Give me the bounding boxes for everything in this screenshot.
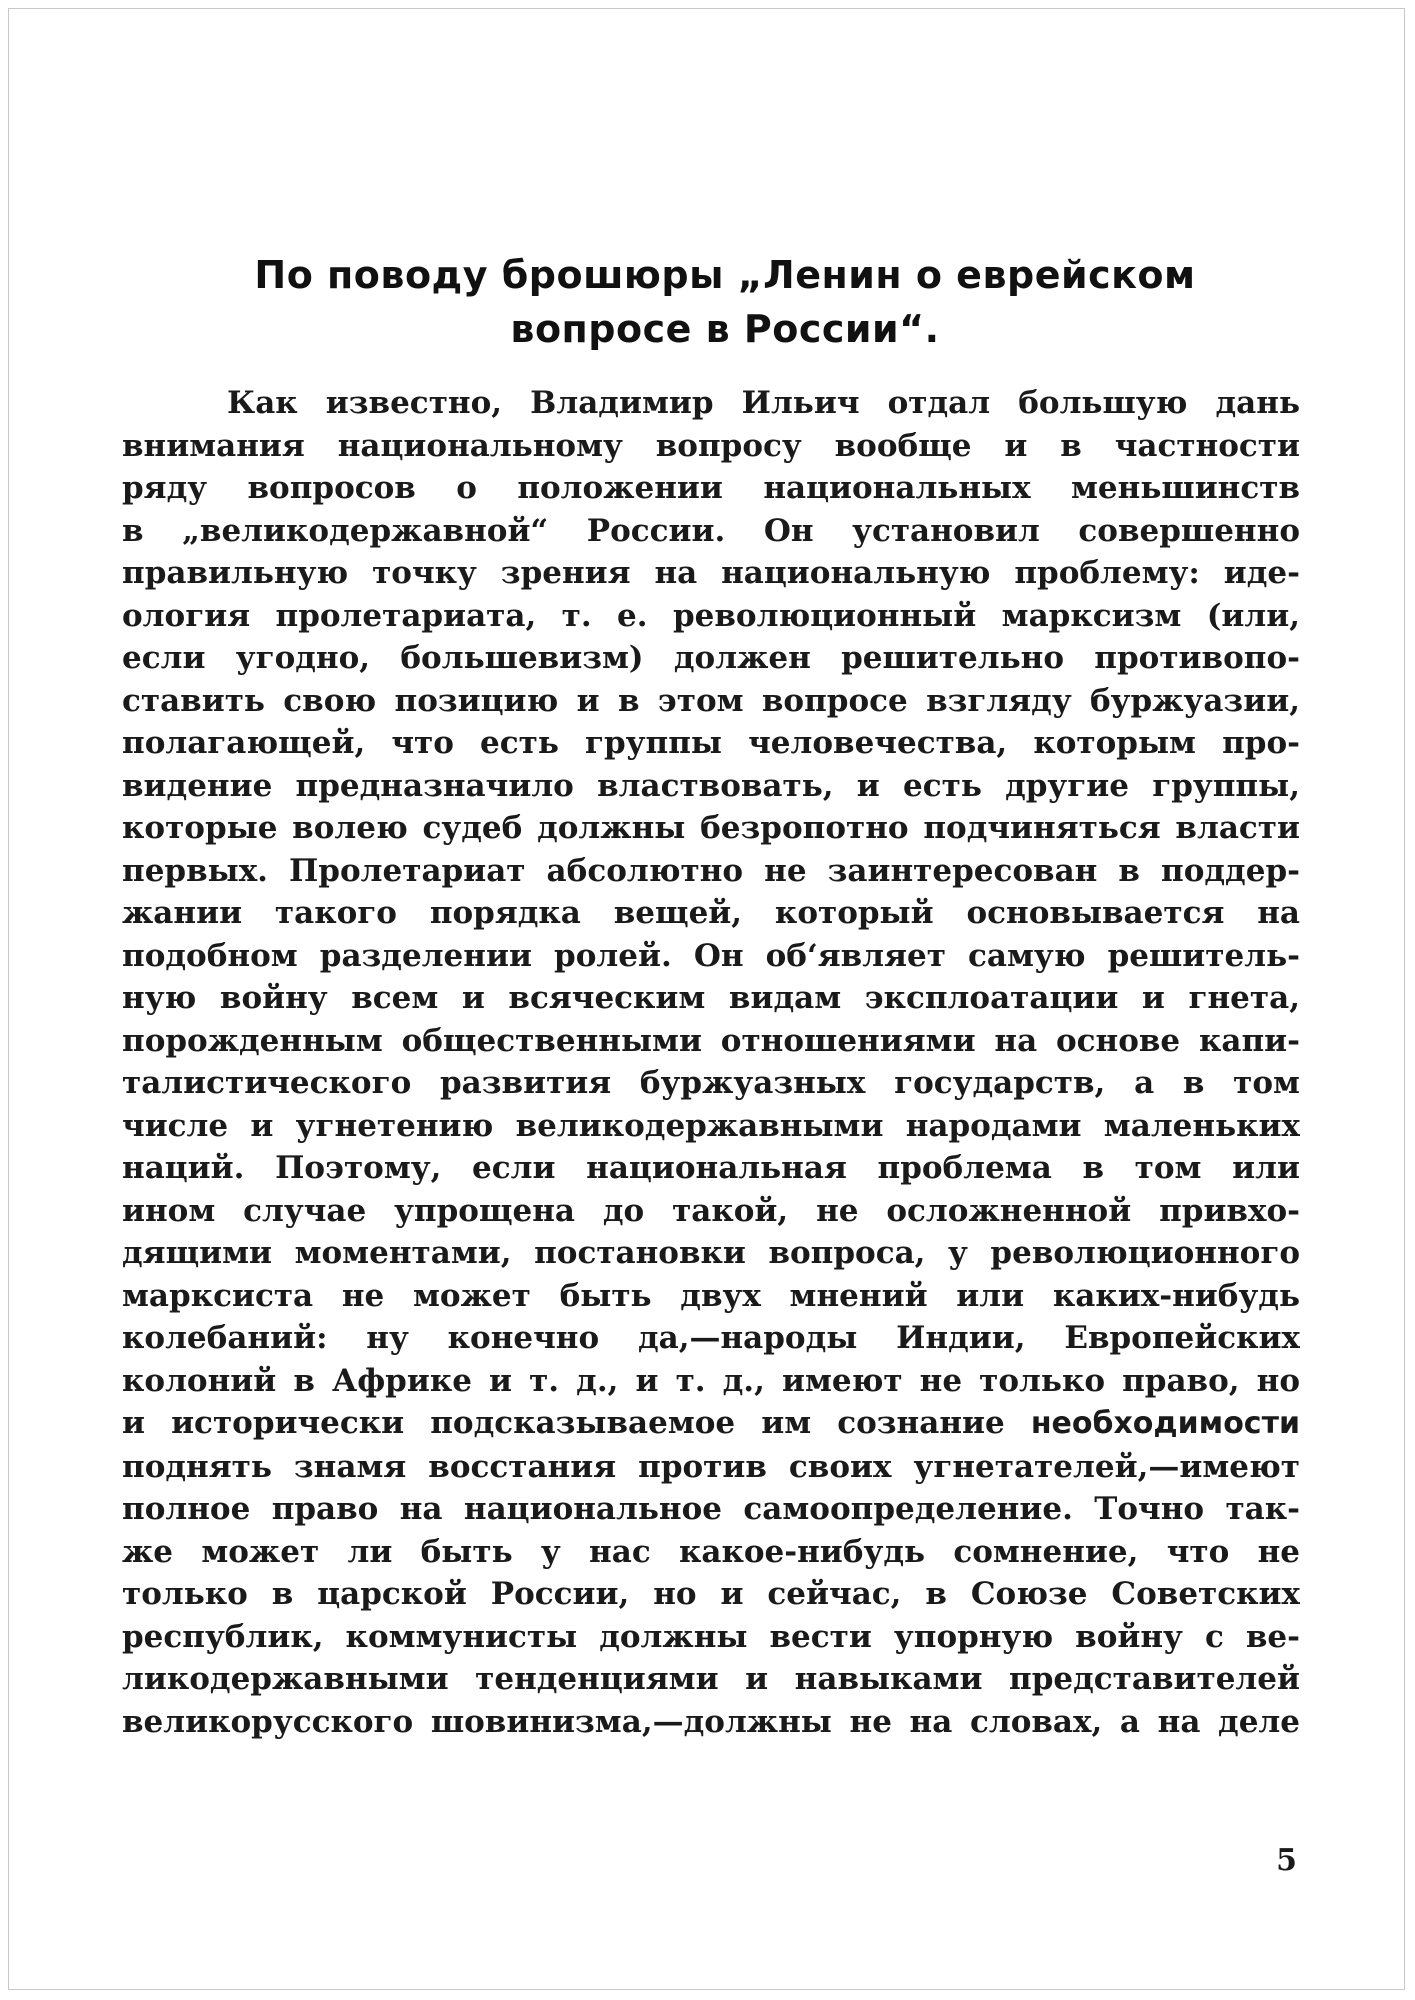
page-number: 5 — [1276, 1843, 1297, 1878]
body-line: порожденным общественными отношениями на основе капи- — [122, 1022, 1300, 1059]
body-line: которые волею судеб должны безропотно подчиняться власти — [122, 810, 1300, 846]
emphasized-word: необходимости — [1030, 1406, 1300, 1441]
body-line-emphasis — [122, 1402, 1300, 1446]
body-line: если угодно, большевизм) должен решительно противопо- — [122, 640, 1300, 676]
body-line: видение предназначило властвовать, и есть другие группы, — [122, 767, 1300, 804]
body-line: только в царской России, но и сейчас, в Союзе Советских — [122, 1576, 1300, 1612]
body-line: дящими моментами, постановки вопроса, у революционного — [122, 1235, 1300, 1271]
body-line: колоний в Африке и т. д., и т. д., имеют не только право, но — [122, 1362, 1300, 1399]
body-line: подобном разделении ролей. Он об‘являет самую решитель- — [122, 937, 1300, 974]
body-line: же может ли быть у нас какое-нибудь сомнение, что не — [122, 1533, 1300, 1570]
body-line: первых. Пролетариат абсолютно не заинтересован в поддер- — [122, 852, 1300, 889]
article-title — [150, 248, 1300, 356]
title-line-2: вопросе в России“. — [510, 307, 940, 351]
body-line: полное право на национальное самоопределение. Точно так- — [122, 1491, 1300, 1527]
title-line-1: По поводу брошюры „Ленин о еврейском — [254, 253, 1196, 297]
body-line: наций. Поэтому, если национальная проблема в том или — [122, 1150, 1300, 1186]
body-line: ную войну всем и всяческим видам эксплоатации и гнета, — [122, 980, 1300, 1016]
body-line-text: и исторически подсказываемое им сознание — [122, 1405, 1005, 1441]
body-line: ряду вопросов о положении национальных меньшинств — [122, 470, 1300, 506]
body-line: талистического развития буржуазных государств, а в том — [122, 1065, 1300, 1101]
body-line: великорусского шовинизма,—должны не на словах, а на деле — [122, 1703, 1300, 1740]
body-line: колебаний: ну конечно да,—народы Индии, Европейских — [122, 1320, 1300, 1356]
body-line: полагающей, что есть группы человечества, которым про- — [122, 725, 1300, 761]
body-line: Как известно, Владимир Ильич отдал большую дань — [227, 385, 1300, 421]
body-line: внимания национальному вопросу вообще и в частности — [122, 427, 1300, 464]
body-line: ликодержавными тенденциями и навыками представителей — [122, 1661, 1300, 1697]
body-line: правильную точку зрения на национальную проблему: иде- — [122, 555, 1300, 591]
body-line: ставить свою позицию и в этом вопросе взгляду буржуазии, — [122, 682, 1300, 719]
article-body — [122, 382, 1300, 1743]
body-line: ином случае упрощена до такой, не осложненной привхо- — [122, 1192, 1300, 1229]
body-line: числе и угнетению великодержавными народами маленьких — [122, 1107, 1300, 1144]
body-line: марксиста не может быть двух мнений или каких-нибудь — [122, 1277, 1300, 1314]
body-line: республик, коммунисты должны вести упорную войну с ве- — [122, 1618, 1300, 1655]
body-line: поднять знамя восстания против своих угнетателей,—имеют — [122, 1448, 1300, 1485]
body-line: в „великодержавной“ России. Он установил совершенно — [122, 512, 1300, 549]
body-line: ология пролетариата, т. е. революционный марксизм (или, — [122, 597, 1300, 634]
body-line: жании такого порядка вещей, который основывается на — [122, 895, 1300, 931]
